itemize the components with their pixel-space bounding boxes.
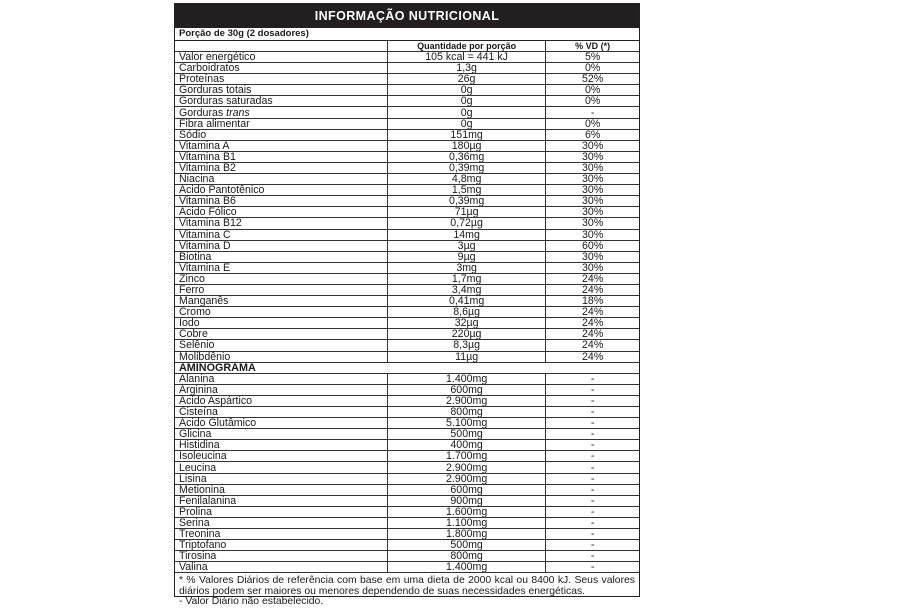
row-daily-value: - bbox=[546, 407, 639, 418]
nutrient-row bbox=[175, 207, 639, 218]
table-header-row bbox=[175, 41, 639, 52]
row-name bbox=[175, 118, 387, 129]
row-daily-value: - bbox=[546, 429, 639, 440]
row-amount: 0g bbox=[387, 118, 545, 129]
row-name bbox=[175, 262, 387, 273]
row-amount: 1,7mg bbox=[387, 273, 545, 284]
amino-acid-row bbox=[175, 517, 639, 528]
row-name bbox=[175, 273, 387, 284]
row-daily-value: 0% bbox=[546, 96, 639, 107]
row-name-text: Sódio bbox=[179, 129, 207, 141]
row-name bbox=[175, 373, 387, 384]
row-name bbox=[175, 451, 387, 462]
row-name bbox=[175, 207, 387, 218]
amino-acid-row bbox=[175, 529, 639, 540]
row-amount: 600mg bbox=[387, 484, 545, 495]
row-amount: 3mg bbox=[387, 262, 545, 273]
row-name-text: Gorduras totais bbox=[179, 84, 252, 96]
row-name-text: Vitamina E bbox=[179, 262, 231, 274]
row-amount: 0,39mg bbox=[387, 162, 545, 173]
row-daily-value: 30% bbox=[546, 218, 639, 229]
row-name-text: Treonina bbox=[179, 528, 221, 540]
nutrient-row bbox=[175, 118, 639, 129]
column-header-amount: Quantidade por porção bbox=[387, 41, 545, 52]
row-name-text: Niacina bbox=[179, 173, 215, 185]
row-daily-value: - bbox=[546, 462, 639, 473]
row-name-text: Vitamina B6 bbox=[179, 195, 236, 207]
amino-acid-row bbox=[175, 373, 639, 384]
row-amount: 4,8mg bbox=[387, 174, 545, 185]
row-daily-value: - bbox=[546, 384, 639, 395]
row-name-text: Zinco bbox=[179, 273, 205, 285]
row-name-text: Ácido Fólico bbox=[179, 206, 237, 218]
row-name-text: Carboidratos bbox=[179, 62, 240, 74]
row-name-text: Biotina bbox=[179, 251, 212, 263]
row-name bbox=[175, 151, 387, 162]
row-amount: 1.400mg bbox=[387, 562, 545, 573]
nutrient-row bbox=[175, 296, 639, 307]
row-daily-value: 52% bbox=[546, 74, 639, 85]
row-name-text: Proteínas bbox=[179, 73, 225, 85]
row-amount: 0g bbox=[387, 96, 545, 107]
amino-acid-row bbox=[175, 562, 639, 573]
row-amount: 500mg bbox=[387, 540, 545, 551]
row-name bbox=[175, 517, 387, 528]
row-amount: 26g bbox=[387, 74, 545, 85]
row-amount: 0g bbox=[387, 107, 545, 118]
row-daily-value: 24% bbox=[546, 307, 639, 318]
row-name-text: Histidina bbox=[179, 439, 220, 451]
row-name-text: Fenilalanina bbox=[179, 495, 237, 507]
row-name-text: Arginina bbox=[179, 384, 218, 396]
row-name-text: Selênio bbox=[179, 339, 215, 352]
amino-acid-row bbox=[175, 551, 639, 562]
row-amount: 0,39mg bbox=[387, 196, 545, 207]
aminogram-title: AMINOGRAMA bbox=[175, 362, 387, 373]
nutrient-row bbox=[175, 151, 639, 162]
row-name-text: Glicina bbox=[179, 428, 212, 440]
row-name bbox=[175, 185, 387, 196]
nutrient-row bbox=[175, 218, 639, 229]
row-daily-value: 24% bbox=[546, 284, 639, 295]
row-amount: 2.900mg bbox=[387, 462, 545, 473]
nutrient-row bbox=[175, 240, 639, 251]
row-name-text: Vitamina D bbox=[179, 240, 231, 252]
row-name bbox=[175, 307, 387, 318]
nutrient-row bbox=[175, 63, 639, 74]
aminogram-section-row bbox=[175, 362, 639, 373]
row-daily-value: - bbox=[546, 495, 639, 506]
row-name-text: Cobre bbox=[179, 328, 208, 340]
row-amount: 1,5mg bbox=[387, 185, 545, 196]
row-amount: 1.100mg bbox=[387, 517, 545, 528]
row-amount: 5.100mg bbox=[387, 418, 545, 429]
row-name bbox=[175, 251, 387, 262]
row-name bbox=[175, 296, 387, 307]
row-name bbox=[175, 229, 387, 240]
nutrient-row bbox=[175, 329, 639, 340]
row-name bbox=[175, 162, 387, 173]
nutrition-table bbox=[175, 41, 639, 573]
row-daily-value: 0% bbox=[546, 63, 639, 74]
row-amount: 0g bbox=[387, 85, 545, 96]
row-amount: 2.900mg bbox=[387, 395, 545, 406]
row-amount: 1,3g bbox=[387, 63, 545, 74]
nutrient-row bbox=[175, 185, 639, 196]
row-daily-value: 30% bbox=[546, 162, 639, 173]
row-name bbox=[175, 473, 387, 484]
row-amount: 151mg bbox=[387, 129, 545, 140]
amino-acid-row bbox=[175, 418, 639, 429]
nutrient-row bbox=[175, 174, 639, 185]
row-daily-value: 0% bbox=[546, 85, 639, 96]
row-name bbox=[175, 74, 387, 85]
row-name bbox=[175, 551, 387, 562]
row-daily-value: 6% bbox=[546, 129, 639, 140]
row-amount: 1.800mg bbox=[387, 529, 545, 540]
row-name bbox=[175, 107, 387, 118]
row-name-text: Tirosina bbox=[179, 550, 217, 562]
row-name bbox=[175, 218, 387, 229]
amino-acid-row bbox=[175, 384, 639, 395]
row-daily-value: - bbox=[546, 473, 639, 484]
row-amount: 800mg bbox=[387, 551, 545, 562]
row-daily-value: 30% bbox=[546, 196, 639, 207]
nutrient-row bbox=[175, 96, 639, 107]
row-name-text: Molibdênio bbox=[179, 351, 231, 363]
row-name-text: Cisteína bbox=[179, 406, 218, 418]
row-name bbox=[175, 340, 387, 351]
column-header-vd: % VD (*) bbox=[546, 41, 639, 52]
row-name-text: Fibra alimentar bbox=[179, 118, 250, 130]
row-name-text: Serina bbox=[179, 517, 210, 529]
amino-acid-row bbox=[175, 484, 639, 495]
row-name bbox=[175, 440, 387, 451]
row-amount: 2.900mg bbox=[387, 473, 545, 484]
row-name-text: Triptofano bbox=[179, 539, 227, 551]
row-name bbox=[175, 429, 387, 440]
row-daily-value: - bbox=[546, 451, 639, 462]
row-name-text: Gorduras bbox=[179, 106, 224, 119]
row-daily-value: 24% bbox=[546, 351, 639, 362]
row-name bbox=[175, 196, 387, 207]
nutrient-row bbox=[175, 340, 639, 351]
row-amount: 600mg bbox=[387, 384, 545, 395]
row-daily-value: - bbox=[546, 517, 639, 528]
row-name-text: Prolina bbox=[179, 506, 212, 518]
row-name bbox=[175, 351, 387, 362]
row-amount: 1.700mg bbox=[387, 451, 545, 462]
row-amount: 0,36mg bbox=[387, 151, 545, 162]
amino-acid-row bbox=[175, 495, 639, 506]
row-amount: 8,3µg bbox=[387, 340, 545, 351]
row-amount: 1.400mg bbox=[387, 373, 545, 384]
footnotes bbox=[175, 573, 639, 607]
nutrient-row bbox=[175, 129, 639, 140]
row-name-text: Ácido Glutâmico bbox=[179, 417, 257, 429]
row-name-text: Manganês bbox=[179, 295, 229, 307]
row-daily-value: 24% bbox=[546, 318, 639, 329]
row-daily-value: - bbox=[546, 506, 639, 517]
row-amount: 9µg bbox=[387, 251, 545, 262]
nutrient-row bbox=[175, 140, 639, 151]
row-daily-value: 30% bbox=[546, 151, 639, 162]
row-amount: 3µg bbox=[387, 240, 545, 251]
row-name bbox=[175, 85, 387, 96]
nutrient-row bbox=[175, 107, 639, 118]
row-amount: 500mg bbox=[387, 429, 545, 440]
row-daily-value: 30% bbox=[546, 185, 639, 196]
amino-acid-row bbox=[175, 540, 639, 551]
row-name-text: Ferro bbox=[179, 284, 205, 296]
row-daily-value: 30% bbox=[546, 207, 639, 218]
column-header-name bbox=[175, 41, 387, 52]
row-name bbox=[175, 284, 387, 295]
row-daily-value: 30% bbox=[546, 174, 639, 185]
nutrient-row bbox=[175, 351, 639, 362]
label-title: INFORMAÇÃO NUTRICIONAL bbox=[175, 4, 639, 28]
row-name bbox=[175, 540, 387, 551]
row-daily-value: - bbox=[546, 484, 639, 495]
row-name bbox=[175, 240, 387, 251]
row-name-text: Lisina bbox=[179, 473, 207, 485]
row-name bbox=[175, 384, 387, 395]
row-name bbox=[175, 484, 387, 495]
row-name-text: Vitamina B12 bbox=[179, 217, 242, 229]
row-name-text: Alanina bbox=[179, 373, 215, 385]
row-daily-value: - bbox=[546, 107, 639, 118]
row-daily-value: - bbox=[546, 540, 639, 551]
row-daily-value: - bbox=[546, 529, 639, 540]
row-daily-value: 18% bbox=[546, 296, 639, 307]
nutrient-row bbox=[175, 162, 639, 173]
row-name-text: Vitamina B1 bbox=[179, 151, 236, 163]
row-name bbox=[175, 562, 387, 573]
row-amount: 71µg bbox=[387, 207, 545, 218]
row-name-text: Valina bbox=[179, 561, 208, 573]
nutrient-row bbox=[175, 74, 639, 85]
row-daily-value: 5% bbox=[546, 52, 639, 63]
row-daily-value: 24% bbox=[546, 329, 639, 340]
amino-acid-row bbox=[175, 395, 639, 406]
row-amount: 0,41mg bbox=[387, 296, 545, 307]
row-name bbox=[175, 174, 387, 185]
row-name bbox=[175, 506, 387, 517]
amino-acid-row bbox=[175, 451, 639, 462]
row-name-text: Leucina bbox=[179, 461, 217, 474]
nutrient-row bbox=[175, 52, 639, 63]
row-daily-value: 30% bbox=[546, 229, 639, 240]
row-name bbox=[175, 52, 387, 63]
row-amount: 900mg bbox=[387, 495, 545, 506]
row-name bbox=[175, 529, 387, 540]
amino-acid-row bbox=[175, 462, 639, 473]
amino-acid-row bbox=[175, 473, 639, 484]
row-name bbox=[175, 63, 387, 74]
amino-acid-row bbox=[175, 440, 639, 451]
row-daily-value: 60% bbox=[546, 240, 639, 251]
row-daily-value: 30% bbox=[546, 140, 639, 151]
nutrition-facts-label bbox=[174, 3, 640, 608]
row-amount: 0,72µg bbox=[387, 218, 545, 229]
row-amount: 400mg bbox=[387, 440, 545, 451]
nutrient-row bbox=[175, 273, 639, 284]
row-name bbox=[175, 462, 387, 473]
footnote-reference-values: * % Valores Diários de referência com base em uma dieta de 2000 kcal ou 8400 kJ. Seus valores diários podem ser maiores ou menores dependendo de suas necessidades energéticas. bbox=[179, 575, 635, 597]
row-daily-value: - bbox=[546, 395, 639, 406]
row-name bbox=[175, 395, 387, 406]
row-name-text: Gorduras saturadas bbox=[179, 95, 273, 107]
row-daily-value: 30% bbox=[546, 262, 639, 273]
row-daily-value: - bbox=[546, 562, 639, 573]
nutrient-row bbox=[175, 262, 639, 273]
nutrient-row bbox=[175, 284, 639, 295]
portion-size: Porção de 30g (2 dosadores) bbox=[175, 28, 639, 41]
nutrient-row bbox=[175, 251, 639, 262]
row-amount: 14mg bbox=[387, 229, 545, 240]
row-amount: 220µg bbox=[387, 329, 545, 340]
row-amount: 11µg bbox=[387, 351, 545, 362]
row-amount: 3,4mg bbox=[387, 284, 545, 295]
row-amount: 8,6µg bbox=[387, 307, 545, 318]
row-amount: 32µg bbox=[387, 318, 545, 329]
row-name bbox=[175, 407, 387, 418]
row-name bbox=[175, 318, 387, 329]
row-name bbox=[175, 96, 387, 107]
nutrient-row bbox=[175, 318, 639, 329]
row-daily-value: - bbox=[546, 418, 639, 429]
nutrient-row bbox=[175, 229, 639, 240]
row-name bbox=[175, 329, 387, 340]
row-amount: 105 kcal = 441 kJ bbox=[387, 52, 545, 63]
row-daily-value: 30% bbox=[546, 251, 639, 262]
amino-acid-row bbox=[175, 407, 639, 418]
amino-acid-row bbox=[175, 506, 639, 517]
row-name-text: Vitamina A bbox=[179, 140, 230, 152]
row-name-text: Cromo bbox=[179, 306, 211, 318]
row-amount: 180µg bbox=[387, 140, 545, 151]
amino-acid-row bbox=[175, 429, 639, 440]
row-name bbox=[175, 140, 387, 151]
row-name bbox=[175, 129, 387, 140]
row-daily-value: 24% bbox=[546, 273, 639, 284]
row-daily-value: 24% bbox=[546, 340, 639, 351]
row-amount: 800mg bbox=[387, 407, 545, 418]
nutrient-row bbox=[175, 307, 639, 318]
nutrient-row bbox=[175, 196, 639, 207]
nutrients-body bbox=[175, 52, 639, 363]
nutrient-row bbox=[175, 85, 639, 96]
row-name-text: Ácido Aspártico bbox=[179, 395, 253, 407]
row-name-text: Vitamina C bbox=[179, 229, 231, 241]
row-name-text: Vitamina B2 bbox=[179, 162, 236, 174]
row-name-text: Valor energético bbox=[179, 51, 256, 63]
row-daily-value: - bbox=[546, 373, 639, 384]
aminogram-body bbox=[175, 362, 639, 573]
row-name-text: Metionina bbox=[179, 484, 225, 496]
footnote-not-established: - Valor Diário não estabelecido. bbox=[179, 596, 324, 608]
row-name bbox=[175, 495, 387, 506]
row-daily-value: - bbox=[546, 440, 639, 451]
row-name-text: Ácido Pantotênico bbox=[179, 184, 265, 196]
row-daily-value: - bbox=[546, 551, 639, 562]
row-amount: 1.600mg bbox=[387, 506, 545, 517]
row-name-text: Iodo bbox=[179, 317, 200, 329]
row-name-italic: trans bbox=[226, 106, 250, 119]
row-daily-value: 0% bbox=[546, 118, 639, 129]
row-name-text: Isoleucina bbox=[179, 450, 227, 462]
row-name bbox=[175, 418, 387, 429]
